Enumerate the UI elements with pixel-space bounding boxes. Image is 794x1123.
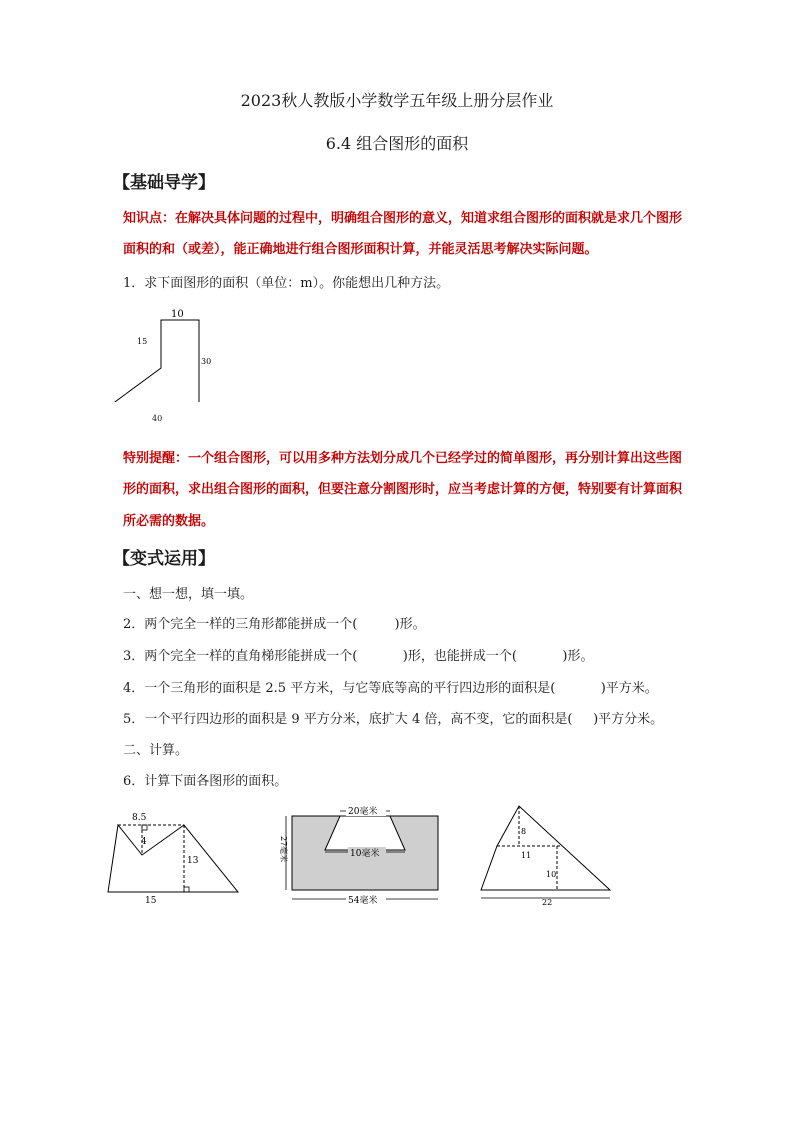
question-1: 1．求下面图形的面积（单位：m）。你能想出几种方法。 [123,276,450,291]
q1-label-top: 10 [171,309,184,320]
fig2-label-side: 27毫米 [279,836,288,863]
fig1-label-height: 13 [187,856,199,866]
fig3-label-base: 22 [542,898,553,907]
question-2: 2．两个完全一样的三角形都能拼成一个( )形。 [123,617,426,632]
fig1-right-angle-1 [142,825,147,830]
section-variant-heading: 【变式运用】 [113,549,215,569]
q1-label-right: 30 [201,357,212,366]
knowledge-line-2: 面积的和（或差），能正确地进行组合图形面积计算，并能灵活思考解决实际问题。 [123,242,598,257]
reminder-line-2: 形的面积，求出组合图形的面积，但要注意分割图形时，应当考虑计算的方便，特别要有计算面积 [123,482,683,497]
page-title: 2023秋人教版小学数学五年级上册分层作业 [240,91,554,110]
q6-figure-2 [278,802,446,908]
fig1-label-top: 8.5 [132,813,147,823]
question-3: 3．两个完全一样的直角梯形能拼成一个( )形，也能拼成一个( )形。 [123,649,594,664]
fig2-label-base: 54毫米 [348,896,378,906]
fig3-label-trap-height: 10 [546,870,557,879]
part-2-title: 二、计算。 [123,743,189,758]
fig3-label-mid: 11 [521,851,532,860]
q1-label-left: 15 [137,337,148,346]
fig1-label-inner: 4 [141,837,147,847]
question-5: 5．一个平行四边形的面积是 9 平方分米，底扩大 4 倍，高不变，它的面积是( )平方分米。 [123,712,664,727]
section-basic-heading: 【基础导学】 [113,173,215,193]
fig1-shape [108,825,238,892]
q6-figure-3 [470,802,620,908]
fig2-label-top: 20毫米 [348,807,378,817]
q1-composite-shape [104,320,199,402]
q6-figure-1 [95,805,250,908]
knowledge-line-1: 知识点：在解决具体问题的过程中，明确组合图形的意义，知道求组合图形的面积就是求几个图形 [123,211,683,226]
fig2-label-mid: 10毫米 [350,849,380,859]
page-subtitle: 6.4 组合图形的面积 [325,134,469,153]
question-4: 4．一个三角形的面积是 2.5 平方米，与它等底等高的平行四边形的面积是( )平方米。 [123,681,658,696]
q1-figure [95,302,225,402]
q1-label-bottom: 40 [152,414,163,423]
part-1-title: 一、想一想，填一填。 [123,587,254,602]
fig3-label-tri-height: 8 [521,827,527,836]
fig1-label-base: 15 [145,896,157,906]
fig1-right-angle-2 [184,887,189,892]
reminder-line-3: 所必需的数据。 [123,514,215,529]
question-6: 6．计算下面各图形的面积。 [123,774,288,789]
reminder-line-1: 特别提醒：一个组合图形，可以用多种方法划分成几个已经学过的简单图形，再分别计算出这些图 [123,451,683,466]
